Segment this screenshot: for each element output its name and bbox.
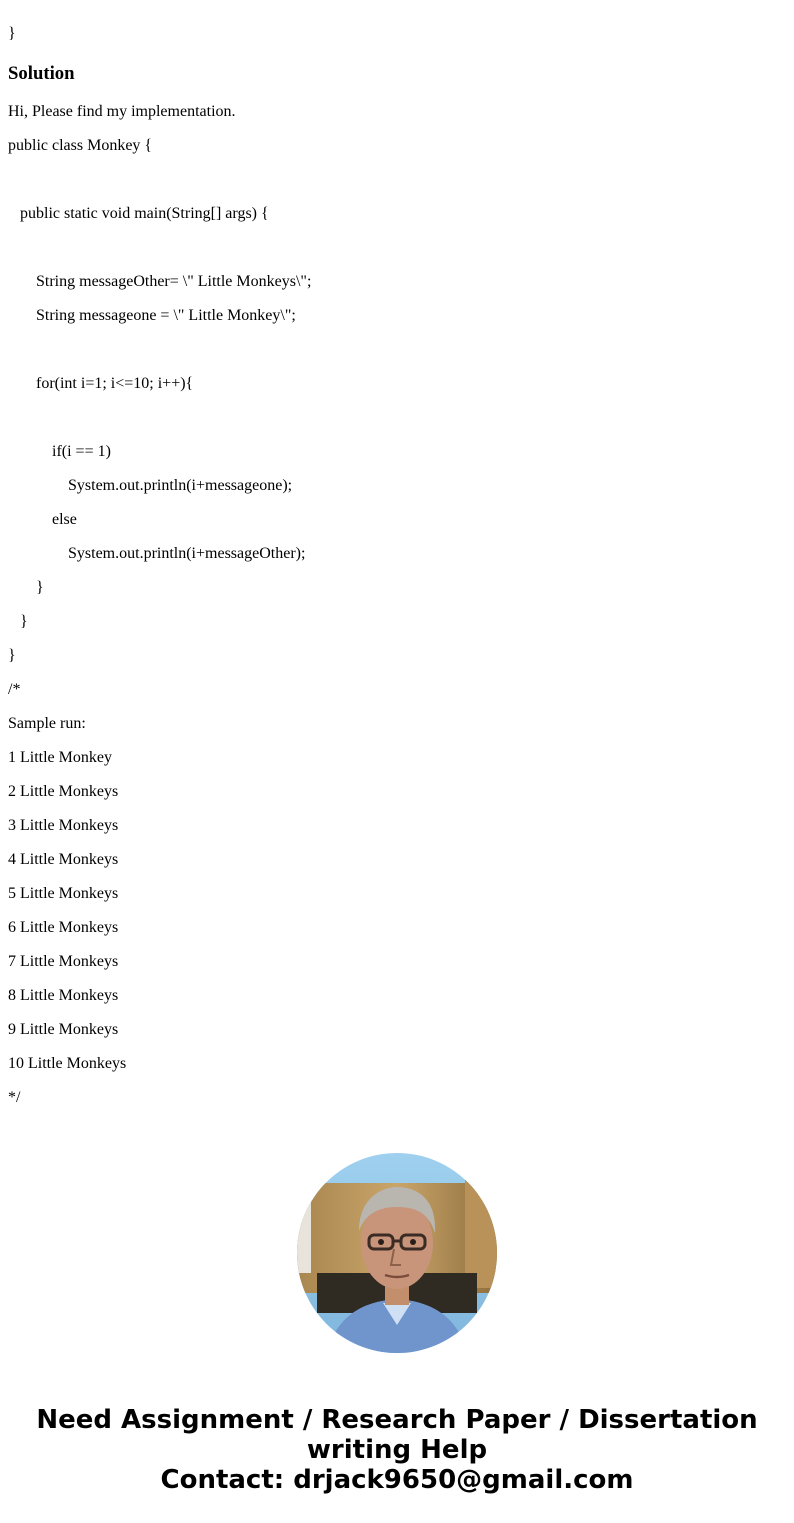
sample-run-label: Sample run: <box>8 715 86 732</box>
contact-email[interactable]: Contact: drjack9650@gmail.com <box>160 1465 634 1495</box>
sample-output-line: 6 Little Monkeys <box>8 919 119 936</box>
comment-open: /* <box>8 681 21 698</box>
code-line: if(i == 1) <box>52 443 111 460</box>
closing-brace-top: } <box>8 25 16 42</box>
sample-output-line: 4 Little Monkeys <box>8 851 119 868</box>
code-line: System.out.println(i+messageone); <box>68 477 293 494</box>
code-line: public class Monkey { <box>8 137 153 154</box>
sample-output-line: 10 Little Monkeys <box>8 1055 127 1072</box>
promo-line-2: writing Help <box>306 1435 488 1465</box>
code-line: String messageone = \" Little Monkey\"; <box>36 307 296 324</box>
sample-output-line: 7 Little Monkeys <box>8 953 119 970</box>
code-line: String messageOther= \" Little Monkeys\"; <box>36 273 312 290</box>
sample-output-line: 8 Little Monkeys <box>8 987 119 1004</box>
code-line: } <box>20 613 28 630</box>
code-line: System.out.println(i+messageOther); <box>68 545 306 562</box>
code-line: public static void main(String[] args) { <box>20 205 269 222</box>
portrait-image <box>297 1153 497 1353</box>
comment-close: */ <box>8 1089 21 1106</box>
sample-output-line: 3 Little Monkeys <box>8 817 119 834</box>
sample-output-line: 5 Little Monkeys <box>8 885 119 902</box>
code-line: else <box>52 511 77 528</box>
sample-output-line: 9 Little Monkeys <box>8 1021 119 1038</box>
sample-output-line: 2 Little Monkeys <box>8 783 119 800</box>
promo-line-1: Need Assignment / Research Paper / Dissertation <box>36 1405 758 1435</box>
solution-heading: Solution <box>8 63 75 84</box>
code-line: } <box>8 647 16 664</box>
code-line: } <box>36 579 44 596</box>
intro-text: Hi, Please find my implementation. <box>8 103 236 120</box>
avatar <box>297 1153 497 1353</box>
sample-output-line: 1 Little Monkey <box>8 749 112 766</box>
code-line: for(int i=1; i<=10; i++){ <box>36 375 194 392</box>
